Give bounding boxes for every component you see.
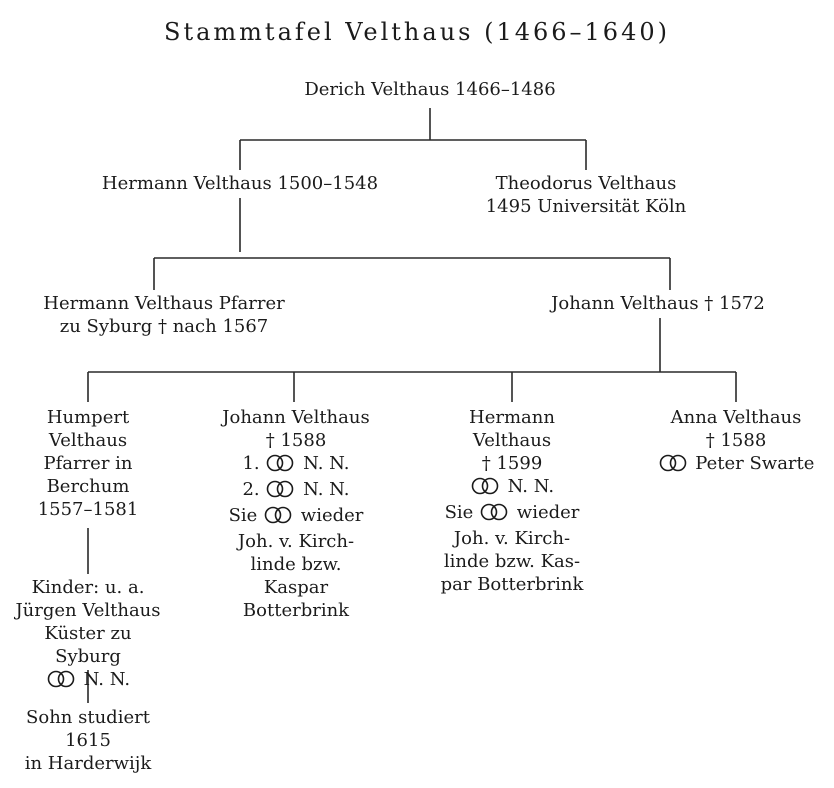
spouse-name: N. N. [83, 669, 131, 690]
marriage-line [206, 452, 386, 478]
person-johann-velthaus-1588 [206, 406, 386, 622]
page-title: Stammtafel Velthaus (1466–1640) [164, 18, 670, 46]
marriage-line [206, 504, 386, 530]
person-line: par Botterbrink [440, 574, 584, 595]
person-line: Küster zu [44, 623, 132, 644]
spouse-name: Peter Swarte [695, 453, 815, 474]
marriage-prefix: Sie [444, 502, 474, 523]
person-line: Jürgen Velthaus [15, 600, 161, 621]
person-line: Berchum [46, 476, 130, 497]
spouse-name: N. N. [303, 453, 350, 474]
person-line: Syburg [55, 646, 121, 667]
marriage-line [424, 501, 600, 527]
person-derich-velthaus [270, 78, 590, 101]
person-line: Joh. v. Kirch- [237, 531, 355, 552]
person-line: Derich Velthaus 1466–1486 [304, 79, 556, 100]
person-hermann-velthaus-1599 [424, 406, 600, 596]
person-line: 1615 [65, 730, 111, 751]
person-line: Humpert [46, 407, 130, 428]
marriage-rings-icon [46, 670, 76, 694]
person-line: † 1599 [481, 453, 543, 474]
marriage-line [424, 475, 600, 501]
person-johann-velthaus-1572 [518, 292, 798, 315]
marriage-line [642, 452, 830, 478]
marriage-rings-icon [658, 454, 688, 478]
person-line: in Harderwijk [24, 753, 152, 774]
marriage-prefix: 1. [242, 453, 260, 474]
marriage-rings-icon [265, 480, 295, 504]
person-line: Johann Velthaus [222, 407, 370, 428]
person-hermann-velthaus-pfarrer [14, 292, 314, 338]
person-hermann-velthaus-1500 [80, 172, 400, 195]
person-line: Anna Velthaus [670, 407, 802, 428]
person-line: 1495 Universität Köln [485, 196, 687, 217]
person-line: Sohn studiert [26, 707, 150, 728]
person-theodorus-velthaus [456, 172, 716, 218]
person-line: linde bzw. [250, 554, 342, 575]
person-juergen-velthaus [0, 576, 176, 694]
person-line: Velthaus [48, 430, 128, 451]
spouse-name: N. N. [507, 476, 555, 497]
marriage-line [0, 668, 176, 694]
spouse-name: N. N. [303, 479, 350, 500]
marriage-rings-icon [263, 506, 293, 530]
marriage-prefix: 2. [242, 479, 260, 500]
person-line: Hermann [469, 407, 555, 428]
marriage-prefix: Sie [228, 505, 258, 526]
person-anna-velthaus [642, 406, 830, 478]
marriage-rings-icon [479, 503, 509, 527]
person-line: 1557–1581 [37, 499, 139, 520]
person-line: † 1588 [705, 430, 767, 451]
person-line: Hermann Velthaus 1500–1548 [101, 173, 379, 194]
person-line: Botterbrink [242, 600, 350, 621]
spouse-name: wieder [300, 505, 364, 526]
person-line: zu Syburg † nach 1567 [59, 316, 269, 337]
person-line: Pfarrer in [43, 453, 133, 474]
marriage-line [206, 478, 386, 504]
person-humpert-velthaus [8, 406, 168, 521]
person-line: Theodorus Velthaus [495, 173, 677, 194]
person-line: Joh. v. Kirch- [453, 528, 571, 549]
person-line: Kaspar [263, 577, 329, 598]
person-line: Hermann Velthaus Pfarrer [43, 293, 285, 314]
person-line: linde bzw. Kas- [443, 551, 581, 572]
person-line: Velthaus [472, 430, 552, 451]
person-line: Kinder: u. a. [31, 577, 145, 598]
person-line: † 1588 [265, 430, 327, 451]
person-line: Johann Velthaus † 1572 [551, 293, 765, 314]
marriage-rings-icon [265, 454, 295, 478]
person-sohn [4, 706, 172, 775]
marriage-rings-icon [470, 477, 500, 501]
spouse-name: wieder [516, 502, 580, 523]
